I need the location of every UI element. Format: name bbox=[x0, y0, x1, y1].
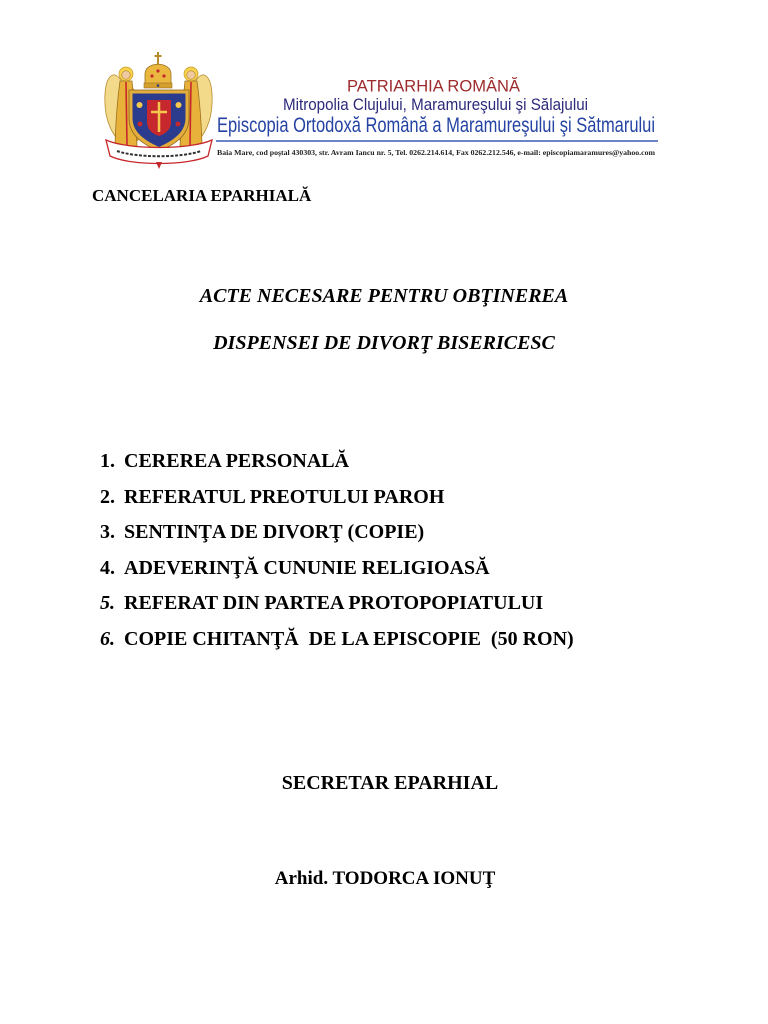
list-item-number: 3. bbox=[100, 521, 115, 543]
list-item-label: COPIE CHITANŢĂ DE LA EPISCOPIE (50 RON) bbox=[124, 627, 574, 650]
list-item-number: 1. bbox=[100, 450, 115, 472]
list-item bbox=[100, 515, 700, 551]
required-documents-list bbox=[100, 444, 700, 657]
shield-star bbox=[137, 102, 143, 108]
mitre-jewel bbox=[150, 74, 153, 77]
coat-of-arms-icon bbox=[105, 52, 212, 169]
department-heading: CANCELARIA EPARHIALĂ bbox=[92, 186, 312, 205]
shield-star bbox=[176, 102, 182, 108]
angel-head bbox=[122, 71, 130, 79]
angel-stole bbox=[126, 82, 127, 145]
list-item-label: CEREREA PERSONALĂ bbox=[124, 450, 350, 472]
list-item-number: 2. bbox=[100, 485, 115, 508]
letterhead bbox=[100, 50, 670, 170]
list-item-number: 4. bbox=[100, 556, 115, 579]
signatory-role: SECRETAR EPARHIAL bbox=[281, 772, 499, 794]
list-item-label: REFERATUL PREOTULUI PAROH bbox=[124, 485, 445, 508]
document-title-line-1: ACTE NECESARE PENTRU OBŢINEREA bbox=[199, 285, 569, 307]
mitre-jewel bbox=[156, 69, 159, 72]
metropolis-name: Mitropolia Clujului, Maramureşului şi Sălajului bbox=[283, 95, 588, 114]
shield-roundel bbox=[176, 122, 181, 127]
angel-stole bbox=[190, 82, 191, 145]
list-item-number: 6. bbox=[100, 627, 115, 650]
mitre-jewel bbox=[162, 74, 165, 77]
list-item bbox=[100, 622, 700, 658]
list-item-label: SENTINŢA DE DIVORŢ (COPIE) bbox=[124, 521, 425, 543]
list-item-label: ADEVERINŢĂ CUNUNIE RELIGIOASĂ bbox=[124, 556, 490, 579]
list-item bbox=[100, 586, 700, 622]
list-item bbox=[100, 444, 700, 480]
shield-roundel bbox=[138, 122, 143, 127]
contact-address: Baia Mare, cod poştal 430303, str. Avram Iancu nr. 5, Tel. 0262.214.614, Fax 0262.212.546, e-mail: episcopiamaramures@yahoo.com bbox=[217, 148, 656, 157]
list-item bbox=[100, 551, 700, 587]
mitre-jewel bbox=[157, 84, 160, 87]
angel-head bbox=[187, 71, 195, 79]
signatory-name: Arhid. TODORCA IONUŢ bbox=[274, 868, 496, 889]
document-title-line-2: DISPENSEI DE DIVORŢ BISERICESC bbox=[213, 332, 555, 354]
diocese-name: Episcopia Ortodoxă Română a Maramureşului şi Sătmarului bbox=[217, 114, 655, 137]
patriarchate-name: PATRIARHIA ROMÂNĂ bbox=[347, 76, 521, 96]
list-item-label: REFERAT DIN PARTEA PROTOPOPIATULUI bbox=[124, 592, 544, 614]
list-item-number: 5. bbox=[100, 592, 115, 614]
list-item bbox=[100, 480, 700, 516]
mitre-icon bbox=[144, 52, 172, 88]
banner-tassel bbox=[156, 162, 162, 169]
